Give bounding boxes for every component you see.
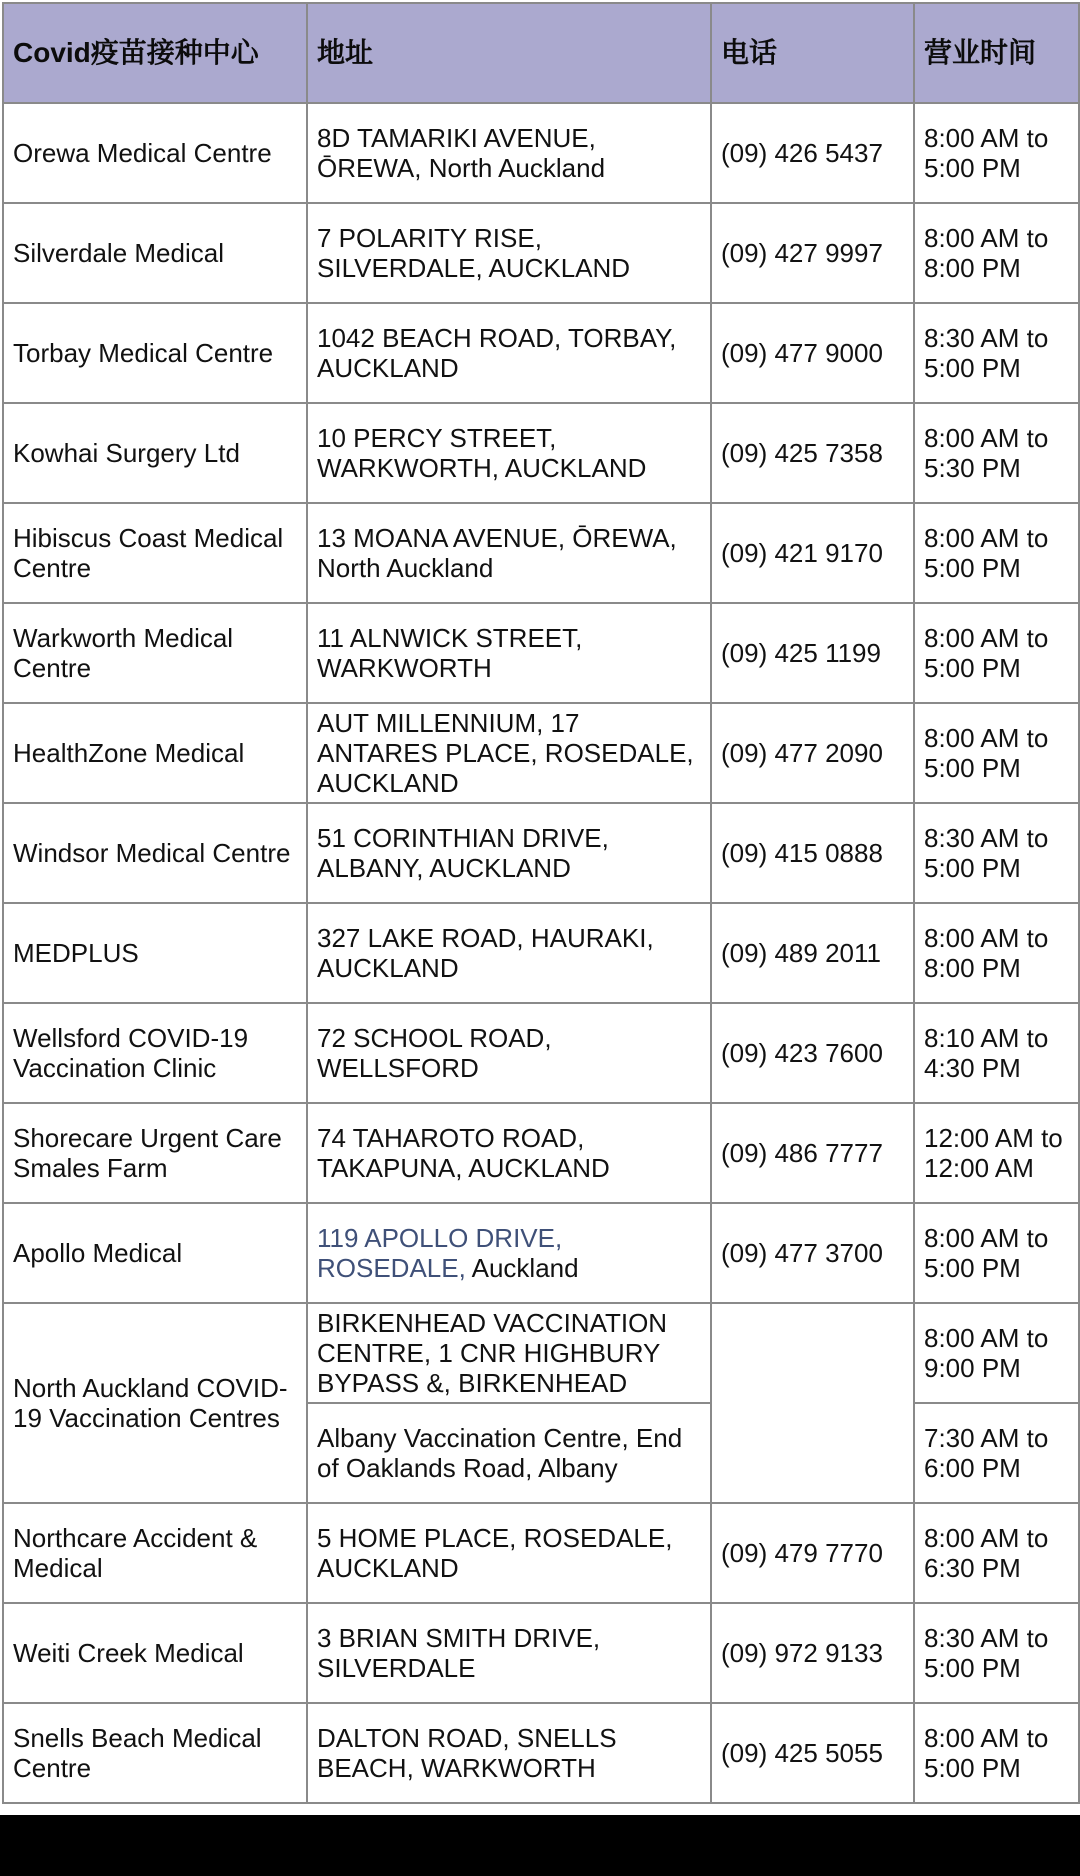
vaccination-centres-table	[2, 2, 1080, 1804]
centre-hours: 8:00 AM to 5:00 PM	[914, 1203, 1079, 1303]
centre-name: Hibiscus Coast Medical Centre	[3, 503, 307, 603]
centre-address: 13 MOANA AVENUE, ŌREWA, North Auckland	[307, 503, 711, 603]
table-row	[3, 1003, 1079, 1103]
table-row	[3, 903, 1079, 1003]
table-row	[3, 103, 1079, 203]
table-row	[3, 1703, 1079, 1803]
centre-address: 72 SCHOOL ROAD, WELLSFORD	[307, 1003, 711, 1103]
centre-phone: (09) 477 3700	[711, 1203, 914, 1303]
centre-address: 7 POLARITY RISE, SILVERDALE, AUCKLAND	[307, 203, 711, 303]
bottom-black-bar	[0, 1815, 1080, 1876]
centre-name: Shorecare Urgent Care Smales Farm	[3, 1103, 307, 1203]
centre-phone: (09) 425 7358	[711, 403, 914, 503]
centre-phone: (09) 425 5055	[711, 1703, 914, 1803]
table-row	[3, 203, 1079, 303]
centre-address: BIRKENHEAD VACCINATION CENTRE, 1 CNR HIGHBURY BYPASS &, BIRKENHEAD	[307, 1303, 711, 1403]
centre-hours: 12:00 AM to 12:00 AM	[914, 1103, 1079, 1203]
centre-address: 8D TAMARIKI AVENUE, ŌREWA, North Auckland	[307, 103, 711, 203]
centre-name: Snells Beach Medical Centre	[3, 1703, 307, 1803]
centre-hours: 8:30 AM to 5:00 PM	[914, 1603, 1079, 1703]
centre-hours: 8:00 AM to 8:00 PM	[914, 203, 1079, 303]
table-row	[3, 1103, 1079, 1203]
centre-address: 74 TAHAROTO ROAD, TAKAPUNA, AUCKLAND	[307, 1103, 711, 1203]
centre-hours: 8:00 AM to 5:00 PM	[914, 103, 1079, 203]
centre-phone: (09) 477 9000	[711, 303, 914, 403]
centre-phone: (09) 415 0888	[711, 803, 914, 903]
centre-name: MEDPLUS	[3, 903, 307, 1003]
centre-name: Warkworth Medical Centre	[3, 603, 307, 703]
centre-name: Wellsford COVID-19 Vaccination Clinic	[3, 1003, 307, 1103]
centre-address	[307, 1203, 711, 1303]
address-link[interactable]: 119 APOLLO DRIVE, ROSEDALE,	[317, 1223, 563, 1283]
centre-hours: 8:30 AM to 5:00 PM	[914, 303, 1079, 403]
centre-address: 327 LAKE ROAD, HAURAKI, AUCKLAND	[307, 903, 711, 1003]
table-row	[3, 403, 1079, 503]
centre-hours: 8:30 AM to 5:00 PM	[914, 803, 1079, 903]
table-row	[3, 803, 1079, 903]
centre-name: Windsor Medical Centre	[3, 803, 307, 903]
centre-hours: 8:00 AM to 5:30 PM	[914, 403, 1079, 503]
centre-hours: 8:00 AM to 6:30 PM	[914, 1503, 1079, 1603]
table-row	[3, 1503, 1079, 1603]
header-phone: 电话	[711, 3, 914, 103]
centre-phone: (09) 423 7600	[711, 1003, 914, 1103]
centre-phone: (09) 421 9170	[711, 503, 914, 603]
centre-phone	[711, 1303, 914, 1503]
table-row	[3, 703, 1079, 803]
centre-name: HealthZone Medical	[3, 703, 307, 803]
centre-phone: (09) 425 1199	[711, 603, 914, 703]
centre-phone: (09) 427 9997	[711, 203, 914, 303]
table-header-row	[3, 3, 1079, 103]
centre-phone: (09) 486 7777	[711, 1103, 914, 1203]
centre-phone: (09) 972 9133	[711, 1603, 914, 1703]
centre-name: Torbay Medical Centre	[3, 303, 307, 403]
centre-name: Northcare Accident & Medical	[3, 1503, 307, 1603]
centre-phone: (09) 479 7770	[711, 1503, 914, 1603]
centre-phone: (09) 426 5437	[711, 103, 914, 203]
header-name: Covid疫苗接种中心	[3, 3, 307, 103]
table-row	[3, 503, 1079, 603]
centre-address: 10 PERCY STREET, WARKWORTH, AUCKLAND	[307, 403, 711, 503]
centre-address: 11 ALNWICK STREET, WARKWORTH	[307, 603, 711, 703]
centre-phone: (09) 477 2090	[711, 703, 914, 803]
table-row	[3, 1603, 1079, 1703]
centre-name: Apollo Medical	[3, 1203, 307, 1303]
centre-address: 5 HOME PLACE, ROSEDALE, AUCKLAND	[307, 1503, 711, 1603]
centre-name: Orewa Medical Centre	[3, 103, 307, 203]
centre-address: 3 BRIAN SMITH DRIVE, SILVERDALE	[307, 1603, 711, 1703]
centre-address: 51 CORINTHIAN DRIVE, ALBANY, AUCKLAND	[307, 803, 711, 903]
centre-address: 1042 BEACH ROAD, TORBAY, AUCKLAND	[307, 303, 711, 403]
centre-name: Silverdale Medical	[3, 203, 307, 303]
centre-phone: (09) 489 2011	[711, 903, 914, 1003]
centre-name: Weiti Creek Medical	[3, 1603, 307, 1703]
centre-hours: 8:00 AM to 9:00 PM	[914, 1303, 1079, 1403]
centre-hours: 8:00 AM to 8:00 PM	[914, 903, 1079, 1003]
centre-name: North Auckland COVID-19 Vaccination Centres	[3, 1303, 307, 1503]
centre-name: Kowhai Surgery Ltd	[3, 403, 307, 503]
centre-hours: 7:30 AM to 6:00 PM	[914, 1403, 1079, 1503]
centre-hours: 8:00 AM to 5:00 PM	[914, 703, 1079, 803]
centre-hours: 8:00 AM to 5:00 PM	[914, 1703, 1079, 1803]
table-row	[3, 603, 1079, 703]
header-address: 地址	[307, 3, 711, 103]
centre-address: Albany Vaccination Centre, End of Oaklands Road, Albany	[307, 1403, 711, 1503]
table-row-north-auckland	[3, 1303, 1079, 1403]
centre-hours: 8:00 AM to 5:00 PM	[914, 603, 1079, 703]
table-row	[3, 303, 1079, 403]
centre-address: DALTON ROAD, SNELLS BEACH, WARKWORTH	[307, 1703, 711, 1803]
address-rest: Auckland	[465, 1253, 579, 1283]
centre-hours: 8:10 AM to 4:30 PM	[914, 1003, 1079, 1103]
centre-address: AUT MILLENNIUM, 17 ANTARES PLACE, ROSEDALE, AUCKLAND	[307, 703, 711, 803]
centre-hours: 8:00 AM to 5:00 PM	[914, 503, 1079, 603]
table-row-apollo	[3, 1203, 1079, 1303]
header-hours: 营业时间	[914, 3, 1079, 103]
